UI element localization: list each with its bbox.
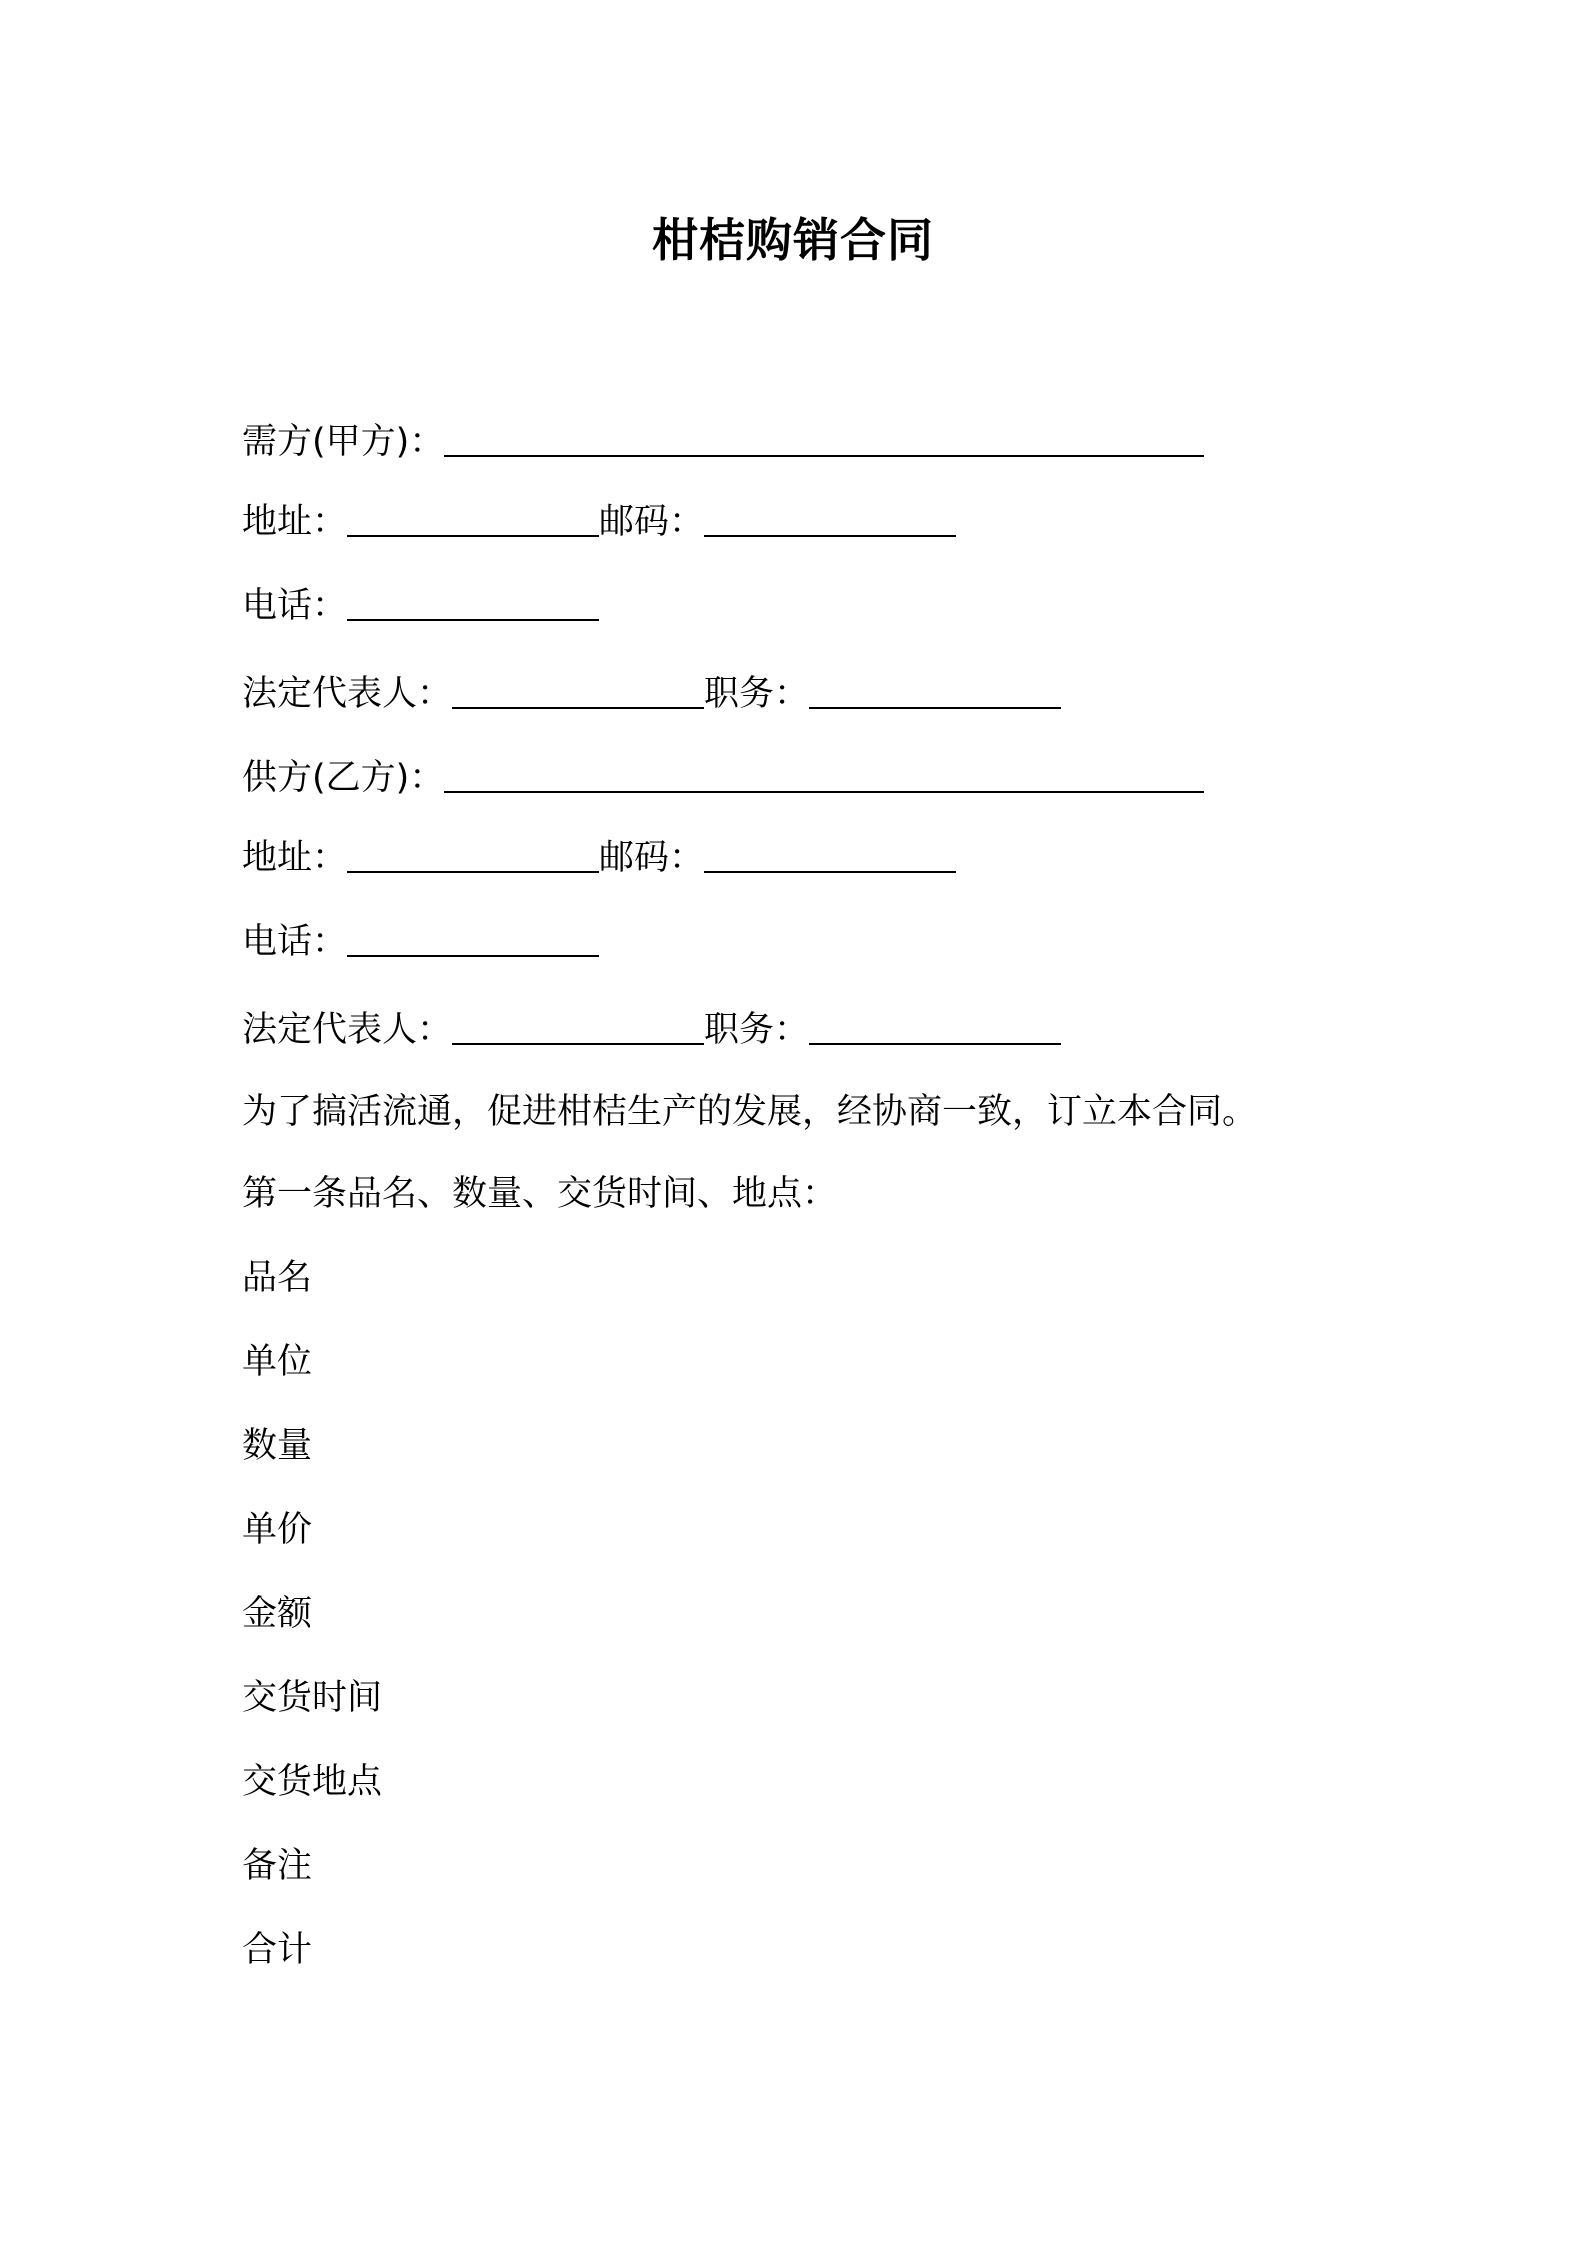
seller-postcode-label: 邮码： [599,838,705,878]
buyer-address-blank[interactable] [347,505,599,537]
buyer-rep-label: 法定代表人： [242,674,453,714]
article1-heading: 第一条品名、数量、交货时间、地点： [242,1174,838,1214]
seller-rep-line [242,1008,1061,1052]
seller-phone-label: 电话： [242,922,348,962]
buyer-postcode-label: 邮码： [599,502,705,542]
seller-phone-line [242,920,599,964]
document-title: 柑桔购销合同 [652,213,934,267]
buyer-party-line [242,420,1204,464]
buyer-phone-label: 电话： [242,586,348,626]
field-total: 合计 [242,1930,313,1970]
buyer-address-line [242,500,956,544]
field-remarks: 备注 [242,1846,313,1886]
seller-party-blank[interactable] [444,761,1204,793]
field-amount: 金额 [242,1594,313,1634]
preamble: 为了搞活流通，促进柑桔生产的发展，经协商一致，订立本合同。 [242,1092,1258,1132]
seller-position-label: 职务： [704,1010,810,1050]
seller-phone-blank[interactable] [347,925,599,957]
field-delivery-time: 交货时间 [242,1678,383,1718]
field-item-name: 品名 [242,1258,313,1298]
seller-address-label: 地址： [242,838,348,878]
buyer-postcode-blank[interactable] [704,505,956,537]
buyer-rep-line [242,672,1061,716]
buyer-party-label: 需方(甲方)： [242,422,445,462]
field-quantity: 数量 [242,1426,313,1466]
buyer-position-blank[interactable] [809,677,1061,709]
seller-party-line [242,756,1204,800]
seller-address-line [242,836,956,880]
buyer-party-blank[interactable] [444,425,1204,457]
buyer-address-label: 地址： [242,502,348,542]
seller-party-label: 供方(乙方)： [242,758,445,798]
field-unit: 单位 [242,1342,313,1382]
buyer-phone-line [242,584,599,628]
seller-postcode-blank[interactable] [704,841,956,873]
seller-rep-label: 法定代表人： [242,1010,453,1050]
buyer-phone-blank[interactable] [347,589,599,621]
seller-rep-blank[interactable] [452,1013,704,1045]
buyer-rep-blank[interactable] [452,677,704,709]
field-unit-price: 单价 [242,1510,313,1550]
field-delivery-place: 交货地点 [242,1762,383,1802]
seller-address-blank[interactable] [347,841,599,873]
seller-position-blank[interactable] [809,1013,1061,1045]
buyer-position-label: 职务： [704,674,810,714]
